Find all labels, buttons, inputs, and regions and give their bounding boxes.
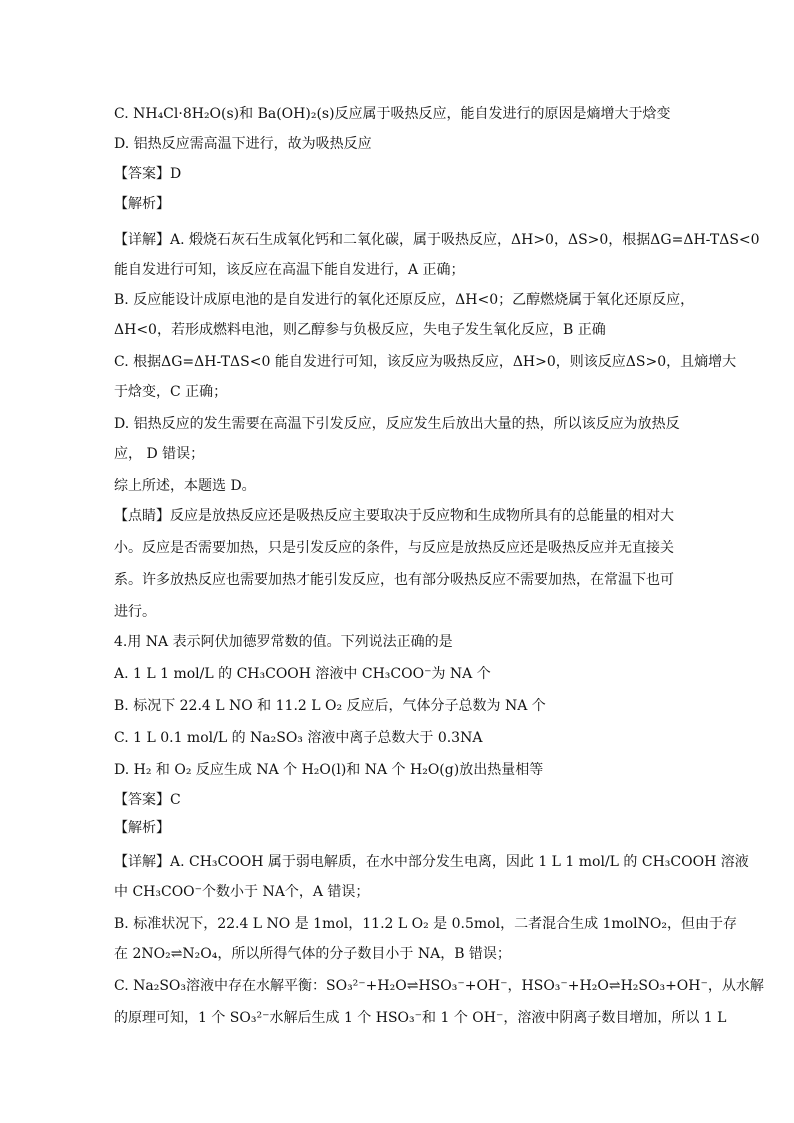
analysis-heading: 【解析】 — [114, 820, 170, 836]
detail-line: 的原理可知，1 个 SO₃²⁻水解后生成 1 个 HSO₃⁻和 1 个 OH⁻，溶液中阴离子数目增加，所以 1 L — [114, 1010, 727, 1026]
answer-line: 【答案】C — [114, 792, 181, 808]
detail-line: 中 CH₃COO⁻个数小于 NA个，A 错误； — [114, 884, 370, 900]
question-4-stem: 4.用 NA 表示阿伏加德罗常数的值。下列说法正确的是 — [114, 634, 453, 650]
detail-line: 在 2NO₂⇌N₂O₄，所以所得气体的分子数目小于 NA，B 错误； — [114, 946, 511, 962]
detail-line: 能自发进行可知，该反应在高温下能自发进行，A 正确； — [114, 262, 465, 278]
question-4-option-d: D. H₂ 和 O₂ 反应生成 NA 个 H₂O(l)和 NA 个 H₂O(g)放出热量相等 — [114, 762, 544, 778]
summary-line: 综上所述，本题选 D。 — [114, 478, 256, 494]
question-4-option-c: C. 1 L 0.1 mol/L 的 Na₂SO₃ 溶液中离子总数大于 0.3NA — [114, 730, 483, 746]
detail-line: C. Na₂SO₃溶液中存在水解平衡：SO₃²⁻+H₂O⇌HSO₃⁻+OH⁻，HSO₃⁻+H₂O⇌H₂SO₃+OH⁻，从水解 — [114, 978, 764, 994]
detail-line: ΔH<0，若形成燃料电池，则乙醇参与负极反应，失电子发生氧化反应，B 正确 — [114, 322, 606, 338]
detail-line: 应， D 错误； — [114, 446, 205, 462]
option-c-line: C. NH₄Cl·8H₂O(s)和 Ba(OH)₂(s)反应属于吸热反应，能自发进行的原因是熵增大于焓变 — [114, 106, 671, 122]
detail-line: D. 铝热反应的发生需要在高温下引发反应，反应发生后放出大量的热，所以该反应为放热反 — [114, 416, 680, 432]
detail-line: B. 反应能设计成原电池的是自发进行的氧化还原反应，ΔH<0；乙醇燃烧属于氧化还原反应， — [114, 292, 695, 308]
tip-line: 进行。 — [114, 604, 156, 620]
answer-line: 【答案】D — [114, 166, 182, 182]
question-4-option-a: A. 1 L 1 mol/L 的 CH₃COOH 溶液中 CH₃COO⁻为 NA 个 — [114, 666, 491, 682]
detail-line: 于焓变，C 正确； — [114, 384, 228, 400]
option-d-line: D. 铝热反应需高温下进行，故为吸热反应 — [114, 136, 372, 152]
analysis-heading: 【解析】 — [114, 196, 170, 212]
tip-line: 小。反应是否需要加热，只是引发反应的条件，与反应是放热反应还是吸热反应并无直接关 — [114, 540, 674, 556]
detail-line: 【详解】A. CH₃COOH 属于弱电解质，在水中部分发生电离，因此 1 L 1 mol/L 的 CH₃COOH 溶液 — [114, 854, 749, 870]
question-4-option-b: B. 标况下 22.4 L NO 和 11.2 L O₂ 反应后，气体分子总数为 NA 个 — [114, 698, 546, 714]
detail-line: C. 根据ΔG=ΔH-TΔS<0 能自发进行可知，该反应为吸热反应，ΔH>0，则该反应ΔS>0，且熵增大 — [114, 354, 737, 370]
detail-line: 【详解】A. 煅烧石灰石生成氧化钙和二氧化碳，属于吸热反应，ΔH>0，ΔS>0，根据ΔG=ΔH-TΔS<0 — [114, 232, 760, 248]
tip-line: 【点睛】反应是放热反应还是吸热反应主要取决于反应物和生成物所具有的总能量的相对大 — [114, 508, 674, 524]
tip-line: 系。许多放热反应也需要加热才能引发反应，也有部分吸热反应不需要加热，在常温下也可 — [114, 572, 674, 588]
detail-line: B. 标准状况下，22.4 L NO 是 1mol，11.2 L O₂ 是 0.5mol，二者混合生成 1molNO₂，但由于存 — [114, 916, 737, 932]
